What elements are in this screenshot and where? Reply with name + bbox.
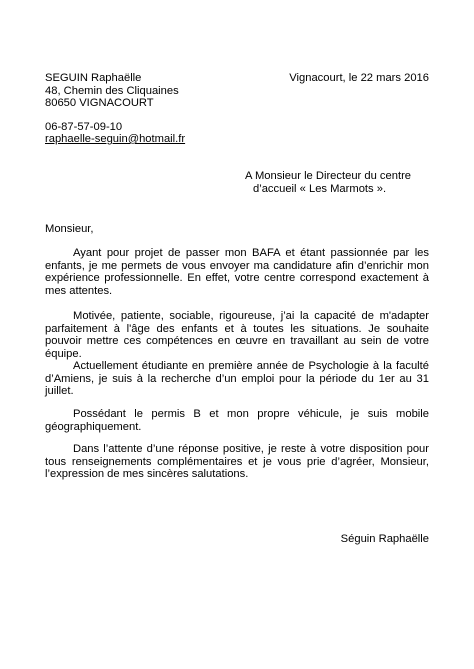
paragraph-text: Ayant pour projet de passer mon BAFA et étant passionnée par les enfants, je me permets de vous envoyer ma candidature afin d’enrichir mon expérience professionnelle. En effet, votre centre correspond exactement à mes attentes. (45, 247, 429, 297)
paragraph-text: Possédant le permis B et mon propre véhicule, je suis mobile géographiquement. (45, 408, 429, 433)
paragraph-text: Motivée, patiente, sociable, rigoureuse, j’ai la capacité de m'adapter parfaitement à l'âge des enfants et à toutes les situations. Je souhaite pouvoir mettre ces compétences en œuvre en travaillant au sein de votre équipe. (45, 310, 429, 360)
body-paragraph-2 (45, 310, 429, 360)
paragraph-text: Actuellement étudiante en première année de Psychologie à la faculté d’Amiens, je suis à la recherche d’un emploi pour la période du 1er au 31 juillet. (45, 360, 429, 397)
sender-address-line1: 48, Chemin des Cliquaines (45, 84, 179, 97)
body-paragraph-4 (45, 408, 429, 433)
date-line: Vignacourt, le 22 mars 2016 (289, 72, 429, 84)
body-paragraph-3 (45, 360, 429, 398)
salutation: Monsieur, (45, 223, 94, 235)
recipient-block (245, 170, 411, 195)
sender-email-link[interactable]: raphaelle-seguin@hotmail.fr (45, 133, 186, 145)
sender-spacer (45, 110, 185, 121)
sender-name: SEGUIN Raphaëlle (45, 72, 142, 84)
sender-address-line2: 80650 VIGNACOURT (45, 97, 154, 109)
sender-block (45, 72, 185, 146)
body-paragraph-1 (45, 247, 429, 297)
recipient-line1: A Monsieur le Directeur du centre (245, 170, 412, 182)
signature: Séguin Raphaëlle (340, 533, 429, 545)
paragraph-text: Dans l’attente d’une réponse positive, je reste à votre disposition pour tous renseignements complémentaires et je vous prie d’agréer, Monsieur, l’expression de mes sincères salutations. (45, 443, 429, 480)
body-paragraph-5 (45, 443, 429, 481)
sender-phone: 06-87-57-09-10 (45, 120, 123, 133)
recipient-line2: d’accueil « Les Marmots ». (253, 182, 387, 195)
